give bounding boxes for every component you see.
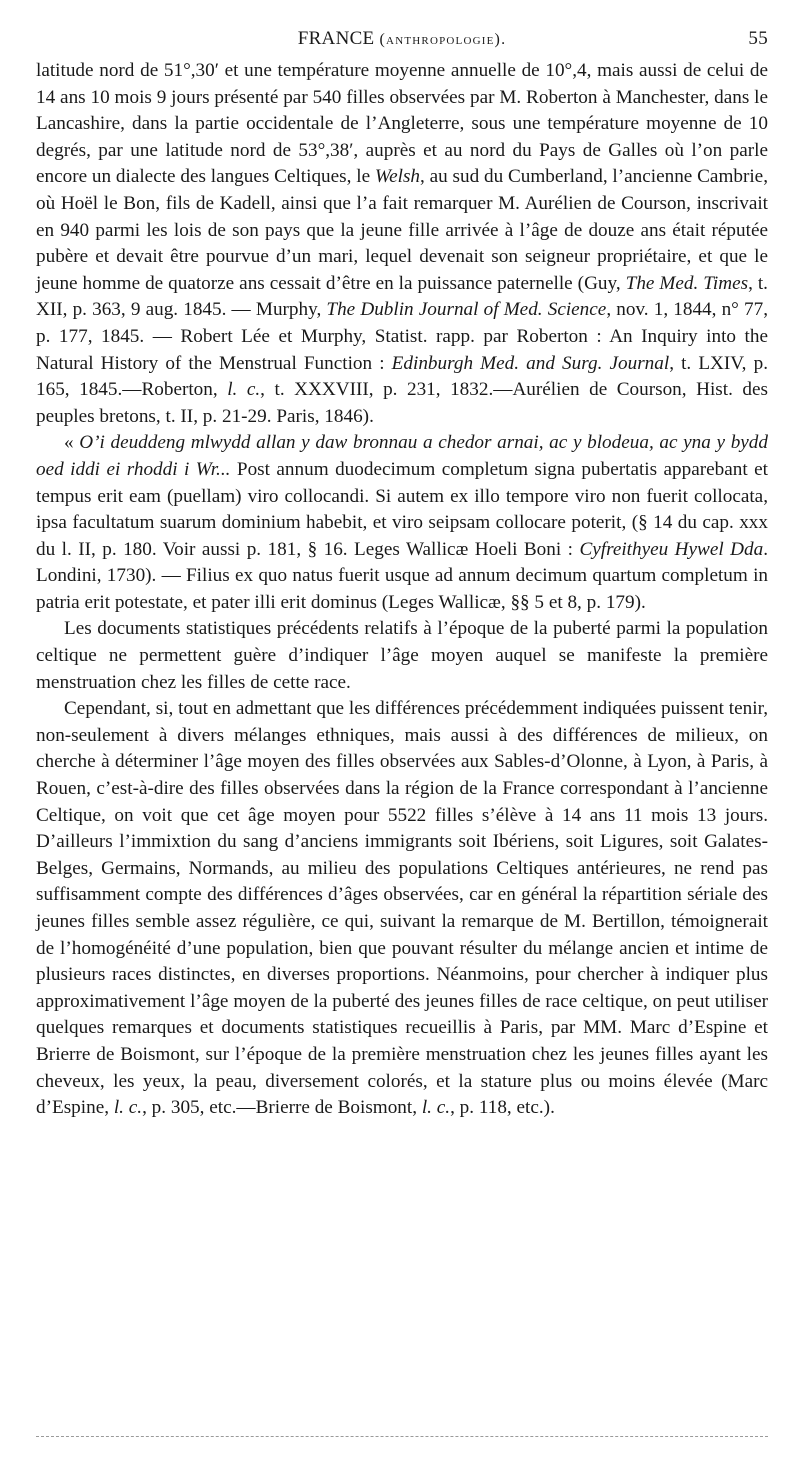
- bottom-rule: [36, 1436, 768, 1437]
- text-run: Les documents statistiques précédents relatifs à l’époque de la puberté parmi la population celtique ne permettent guère d’indiquer l’âge moyen auquel se manifeste la première menstruation chez les filles de cette race.: [36, 618, 768, 693]
- text-run: , t. XXXVIII, p. 231, 1832.—Aurélien de Courson, Hist. des peuples bretons, t. II, p. 21-29. Paris, 1846).: [36, 379, 768, 427]
- running-head: [36, 28, 768, 58]
- italic-text-run: O’i deuddeng mlwydd allan y daw bronnau a chedor arnai, ac y blodeua, ac yna y bydd oed iddi ei rhoddi i Wr...: [36, 432, 768, 480]
- running-head-title: FRANCE: [297, 28, 375, 49]
- paragraph: [36, 696, 768, 1122]
- italic-text-run: The Med. Times: [625, 272, 749, 294]
- text-run: , au sud du Cumberland, l’ancienne Cambrie, où Hoël le Bon, fils de Kadell, ainsi que l’a fait remarquer M. Aurélien de Courson, inscrivait en 940 parmi les lois de son pays que la jeune fille arrivée à l’âge de douze ans était réputée pubère et devait être pourvue d’un mari, lequel devenait son seigneur propriétaire, et que le jeune homme de quatorze ans cessait d’être en la puissance paternelle (Guy,: [36, 166, 768, 294]
- text-run: latitude nord de 51°,30′ et une température moyenne annuelle de 10°,4, mais aussi de celui de 14 ans 10 mois 9 jours présenté par 540 filles observées par M. Roberton à Manchester, dans le Lancashire, dans la partie occidentale de l’Angleterre, sous une température moyenne de 10 degrés, par une latitude nord de 53°,38′, auprès et au nord du Pays de Galles où l’on parle encore un dialecte des langues Celtiques, le: [36, 60, 768, 188]
- italic-text-run: The Dublin Journal of Med. Science: [326, 299, 607, 321]
- running-head-title-line: [36, 28, 768, 50]
- italic-text-run: Edinburgh Med. and Surg. Journal: [391, 352, 670, 374]
- text-run: Cependant, si, tout en admettant que les différences précédemment indiquées puissent tenir, non-seulement à divers mélanges ethniques, mais aussi à des différences de milieux, on cherche à déterminer l’âge moyen des filles observées aux Sables-d’Olonne, à Lyon, à Paris, à Rouen, c’est-à-dire des filles observées dans la région de la France correspondant à l’ancienne Celtique, on voit que cet âge moyen pour 5522 filles s’élève à 14 ans 11 mois 13 jours. D’ailleurs l’immixtion du sang d’anciens immigrants soit Ibériens, soit Ligures, soit Galates-Belges, Germains, Normands, au milieu des populations Celtiques antérieures, ne rend pas suffisamment compte des différences d’âges observées, car en général la répartition sériale des jeunes filles semble assez régulière, ce qui, suivant la remarque de M. Bertillon, témoignerait de l’homogénéité d’une population, bien que pouvant résulter du mélange ancien et intime de plusieurs races distinctes, en diverses proportions. Néanmoins, pour chercher à indiquer plus approximativement l’âge moyen de la puberté des jeunes filles de race celtique, on peut utiliser quelques remarques et documents statistiques recueillis à Paris, par MM. Marc d’Espine et Brierre de Boismont, sur l’époque de la première menstruation chez les jeunes filles ayant les cheveux, les yeux, la peau, diversement colorés, et la stature plus ou moins élevée (Marc d’Espine,: [36, 698, 768, 1119]
- body-text: [36, 58, 768, 1122]
- paragraph-quotation: [36, 430, 768, 616]
- page-number: 55: [748, 28, 768, 49]
- text-run: , t. XII, p. 363, 9 aug. 1845. — Murphy,: [36, 272, 768, 321]
- paragraph-continuation: [36, 58, 768, 430]
- text-run: , p. 305, etc.—Brierre de Boismont,: [142, 1097, 422, 1119]
- text-run: . Londini, 1730). — Filius ex quo natus fuerit usque ad annum decimum quartum completum in patria erit potestate, et pater illi erit dominus (Leges Wallicæ, §§ 5 et 8, p. 179).: [36, 538, 768, 613]
- text-run: , t. LXIV, p. 165, 1845.—Roberton,: [36, 352, 768, 401]
- italic-text-run: l. c.: [113, 1097, 143, 1119]
- text-run: «: [64, 432, 80, 454]
- italic-text-run: l. c.: [227, 379, 261, 401]
- paragraph: [36, 616, 768, 696]
- text-run: , nov. 1, 1844, n° 77, p. 177, 1845. — Robert Lée et Murphy, Statist. rapp. par Roberton : An Inquiry into the Natural History of the Menstrual Function :: [36, 299, 768, 374]
- text-run: , p. 118, etc.).: [450, 1097, 555, 1119]
- text-run: Post annum duodecimum completum signa pubertatis apparebant et tempus erit eam (puellam) viro collocandi. Si autem ex illo tempore viro non fuerit collocata, ipsa facultatum suarum dominium habebit, et viro seipsam collocare poterit, (§ 14 du cap. xxx du l. II, p. 180. Voir aussi p. 181, § 16. Leges Wallicæ Hoeli Boni :: [36, 458, 768, 560]
- italic-text-run: Welsh: [374, 166, 421, 188]
- italic-text-run: Cyfreithyeu Hywel Dda: [579, 538, 764, 560]
- page: [36, 28, 768, 1122]
- running-head-subtitle: (anthropologie).: [379, 31, 507, 48]
- italic-text-run: l. c.: [421, 1097, 451, 1119]
